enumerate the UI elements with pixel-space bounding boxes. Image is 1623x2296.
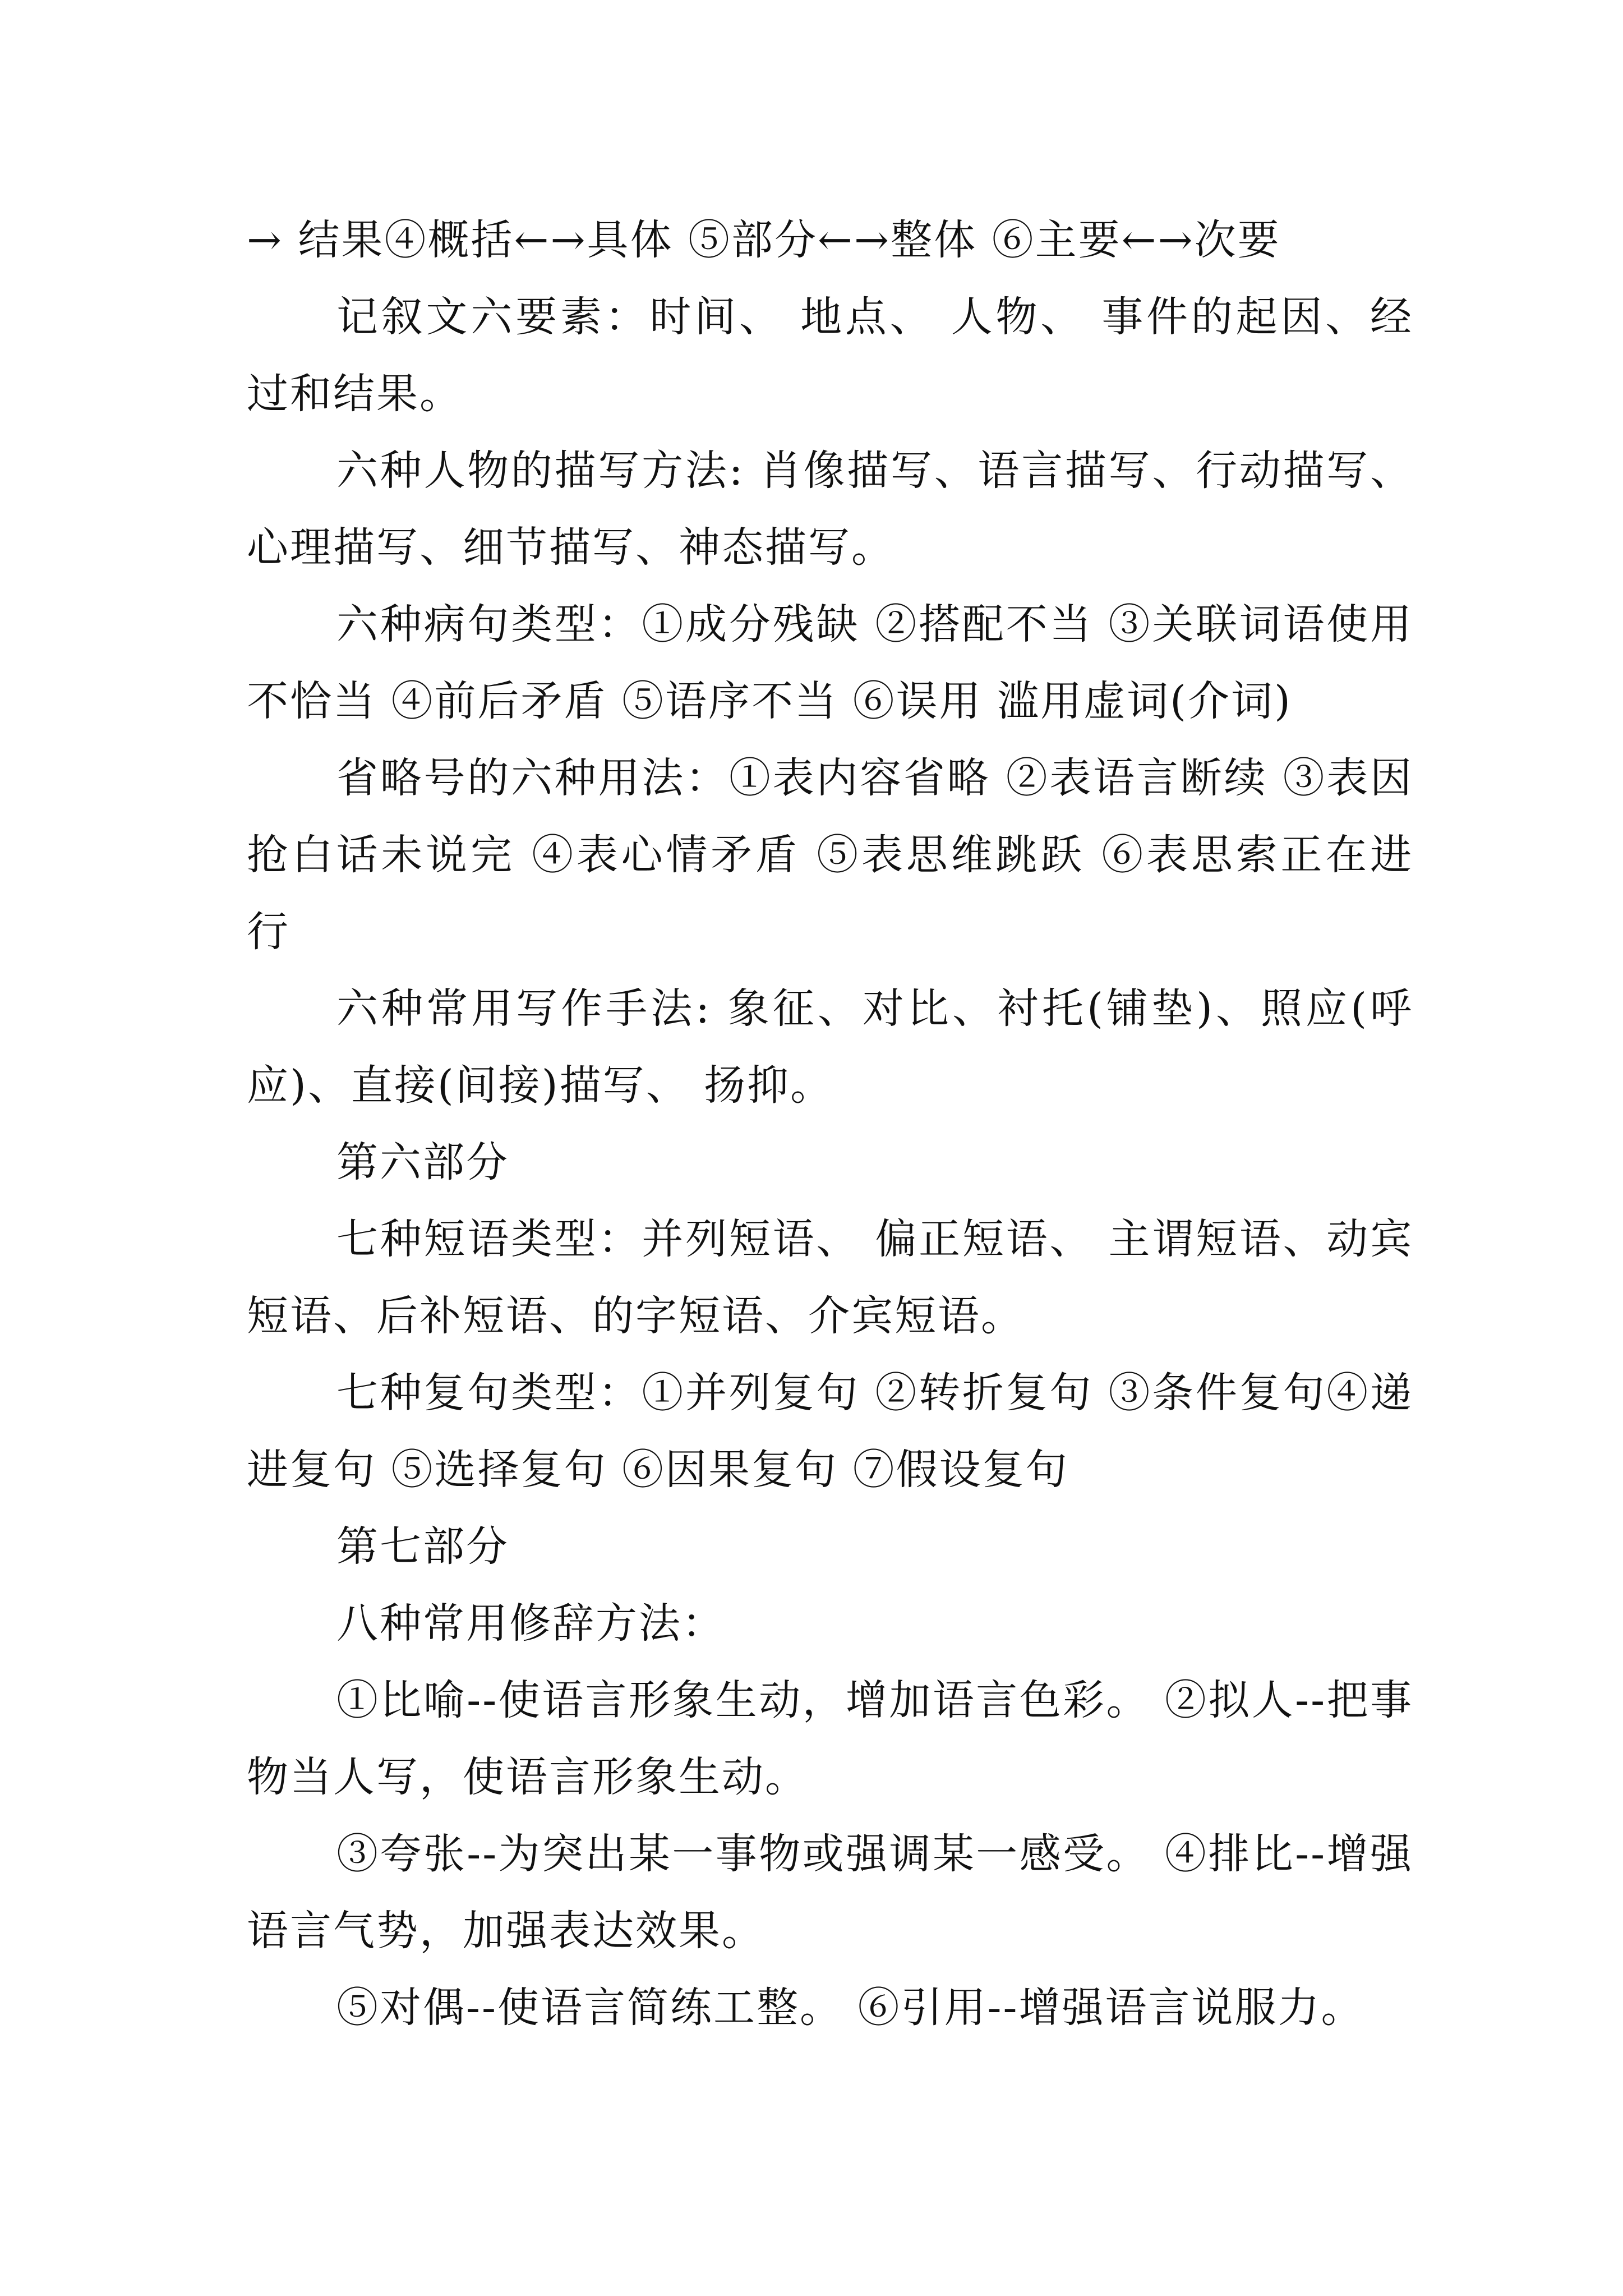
paragraph-rhetoric-1-2: ①比喻--使语言形象生动，增加语言色彩。 ②拟人--把事物当人写，使语言形象生动。	[247, 1676, 1413, 1801]
section-heading-part-seven: 第七部分	[336, 1522, 509, 1571]
body-text	[247, 202, 1413, 2046]
paragraph-faulty-sentences: 六种病句类型：①成分残缺 ②搭配不当 ③关联词语使用不恰当 ④前后矛盾 ⑤语序不当 ⑥误用 滥用虚词(介词)	[247, 600, 1413, 725]
paragraph-rhetoric-3-4: ③夸张--为突出某一事物或强调某一感受。 ④排比--增强语言气势，加强表达效果。	[247, 1830, 1413, 1955]
paragraph-rhetoric-intro: 八种常用修辞方法：	[336, 1599, 725, 1648]
paragraph-character-description: 六种人物的描写方法: 肖像描写、语言描写、行动描写、心理描写、细节描写、神态描写。	[247, 447, 1413, 572]
paragraph-continuation: → 结果④概括←→具体 ⑤部分←→整体 ⑥主要←→次要	[247, 216, 1281, 264]
paragraph-phrase-types: 七种短语类型：并列短语、 偏正短语、 主谓短语、动宾短语、后补短语、的字短语、介宾短语。	[247, 1215, 1413, 1340]
paragraph-ellipsis-usage: 省略号的六种用法：①表内容省略 ②表语言断续 ③表因抢白话未说完 ④表心情矛盾 ⑤表思维跳跃 ⑥表思索正在进行	[247, 754, 1413, 956]
paragraph-complex-sentences: 七种复句类型：①并列复句 ②转折复句 ③条件复句④递进复句 ⑤选择复句 ⑥因果复句 ⑦假设复句	[247, 1369, 1413, 1494]
paragraph-six-elements: 记叙文六要素：时间、 地点、 人物、 事件的起因、经过和结果。	[247, 293, 1413, 418]
paragraph-rhetoric-5-6: ⑤对偶--使语言简练工整。 ⑥引用--增强语言说服力。	[336, 1984, 1364, 2032]
section-heading-part-six: 第六部分	[336, 1138, 509, 1186]
paragraph-writing-techniques: 六种常用写作手法: 象征、对比、衬托(铺垫)、照应(呼应)、直接(间接)描写、 扬抑。	[247, 984, 1413, 1110]
